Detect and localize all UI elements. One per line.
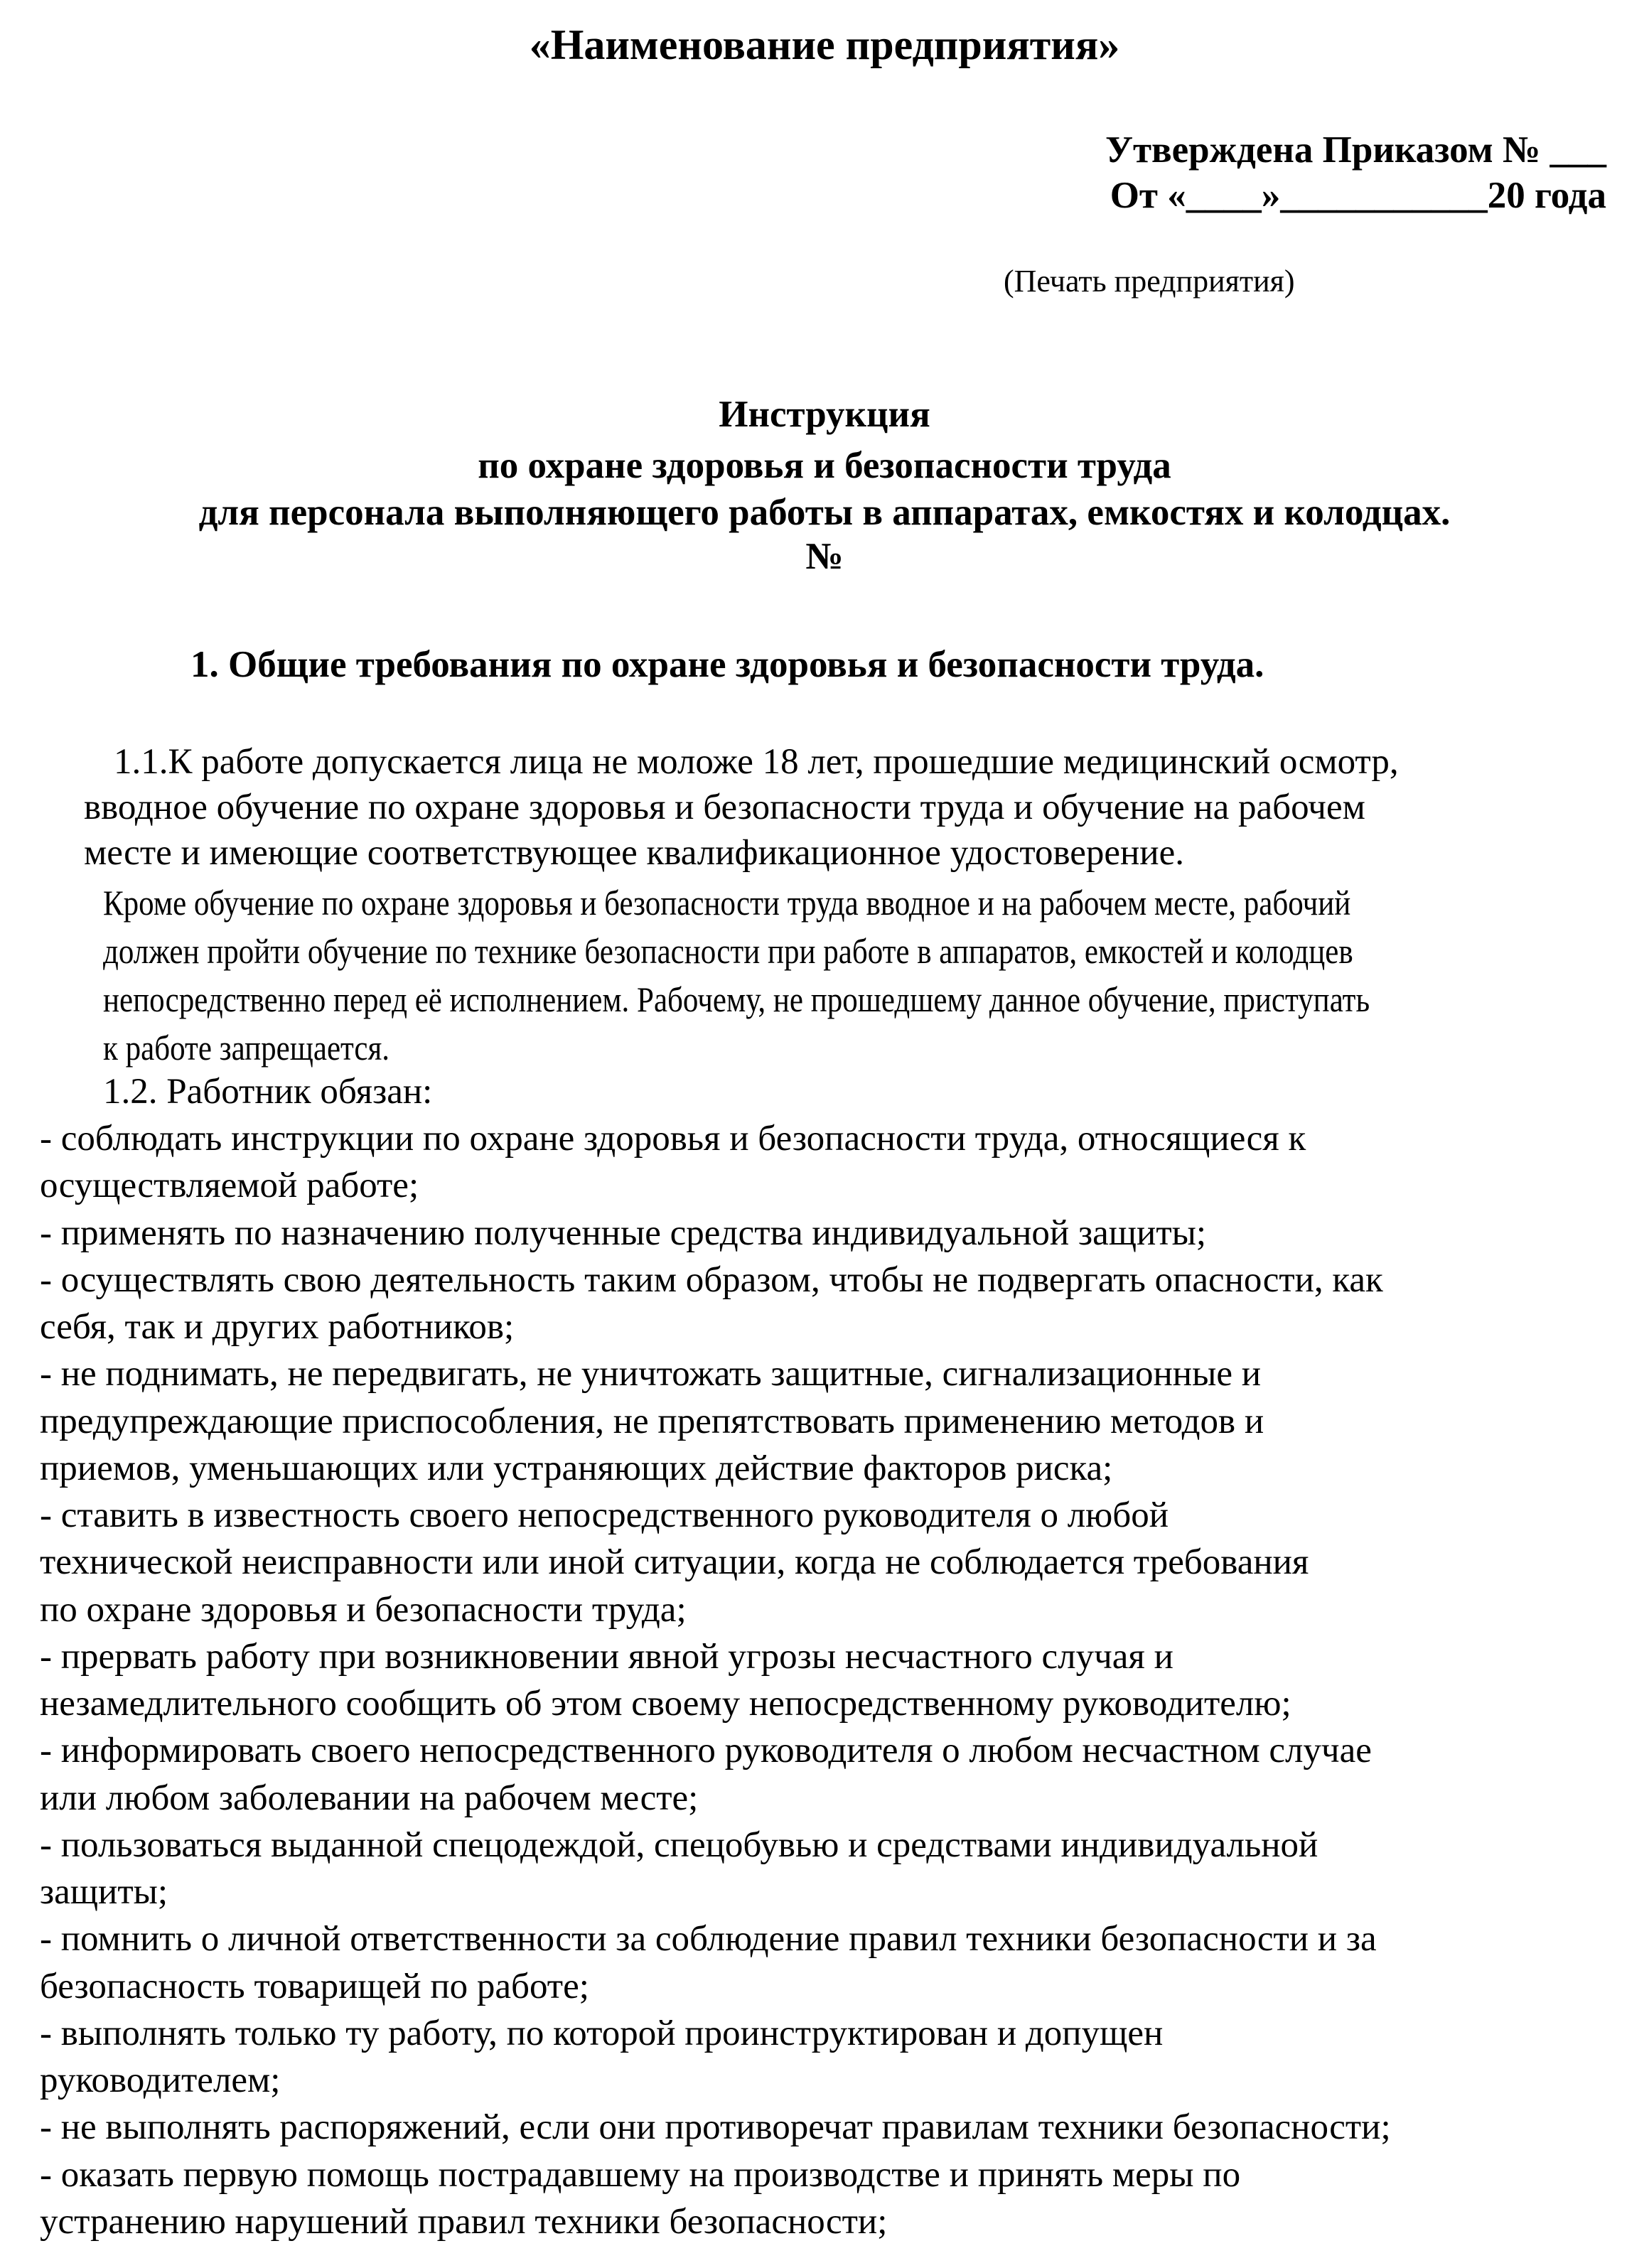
list-item: - прервать работу при возникновении явной угрозы несчастного случая и [40,1637,1173,1677]
list-item: руководителем; [40,2060,281,2100]
paragraph-line: месте и имеющие соответствующее квалификационное удостоверение. [84,833,1184,873]
list-item: - ставить в известность своего непосредственного руководителя о любой [40,1495,1169,1535]
paragraph-line: к работе запрещается. [103,1028,390,1068]
doc-subtitle-1: по охране здоровья и безопасности труда [478,445,1171,486]
paragraph-line: 1.1.К работе допускается лица не моложе 18 лет, прошедшие медицинский осмотр, [114,742,1399,782]
paragraph-line: вводное обучение по охране здоровья и безопасности труда и обучение на рабочем [84,788,1365,827]
list-item: технической неисправности или иной ситуации, когда не соблюдается требования [40,1542,1309,1582]
list-item: по охране здоровья и безопасности труда; [40,1590,687,1630]
list-item: - осуществлять свою деятельность таким образом, чтобы не подвергать опасности, как [40,1260,1383,1300]
list-item: - пользоваться выданной спецодеждой, спецобувью и средствами индивидуальной [40,1825,1318,1865]
list-item: незамедлительного сообщить об этом своему непосредственному руководителю; [40,1684,1291,1724]
company-name: «Наименование предприятия» [529,21,1120,68]
date-line: От «____»___________20 года [1110,175,1606,216]
list-item: - не поднимать, не передвигать, не уничтожать защитные, сигнализационные и [40,1354,1262,1394]
doc-subtitle-2: для персонала выполняющего работы в аппаратах, емкостях и колодцах. [198,492,1451,533]
doc-title: Инструкция [719,394,930,435]
paragraph-line: непосредственно перед её исполнением. Рабочему, не прошедшему данное обучение, приступать [103,979,1370,1019]
list-item: - оказать первую помощь пострадавшему на производстве и принять меры по [40,2155,1241,2195]
list-item: устранению нарушений правил техники безопасности; [40,2202,888,2242]
list-item: защиты; [40,1872,168,1912]
approved-line: Утверждена Приказом № ___ [1105,129,1606,171]
list-item: - соблюдать инструкции по охране здоровья и безопасности труда, относящиеся к [40,1119,1306,1159]
subsection-heading: 1.2. Работник обязан: [103,1072,433,1112]
section-heading: 1. Общие требования по охране здоровья и безопасности труда. [190,644,1264,685]
list-item: приемов, уменьшающих или устраняющих действие факторов риска; [40,1449,1113,1488]
list-item: - информировать своего непосредственного руководителя о любом несчастном случае [40,1731,1372,1770]
stamp-note: (Печать предприятия) [1004,264,1295,299]
paragraph-line: должен пройти обучение по технике безопасности при работе в аппаратов, емкостей и колодцев [103,931,1353,971]
paragraph-line: Кроме обучение по охране здоровья и безопасности труда вводное и на рабочем месте, рабочий [103,883,1351,923]
list-item: предупреждающие приспособления, не препятствовать применению методов и [40,1402,1264,1441]
list-item: - не выполнять распоряжений, если они противоречат правилам техники безопасности; [40,2107,1391,2147]
list-item: себя, так и других работников; [40,1307,515,1347]
list-item: безопасность товарищей по работе; [40,1967,589,2006]
list-item: - применять по назначению полученные средства индивидуальной защиты; [40,1213,1207,1253]
list-item: осуществляемой работе; [40,1166,419,1205]
list-item: или любом заболевании на рабочем месте; [40,1778,699,1818]
doc-number: № [805,536,844,577]
list-item: - помнить о личной ответственности за соблюдение правил техники безопасности и за [40,1919,1377,1959]
list-item: - выполнять только ту работу, по которой проинструктирован и допущен [40,2014,1164,2053]
